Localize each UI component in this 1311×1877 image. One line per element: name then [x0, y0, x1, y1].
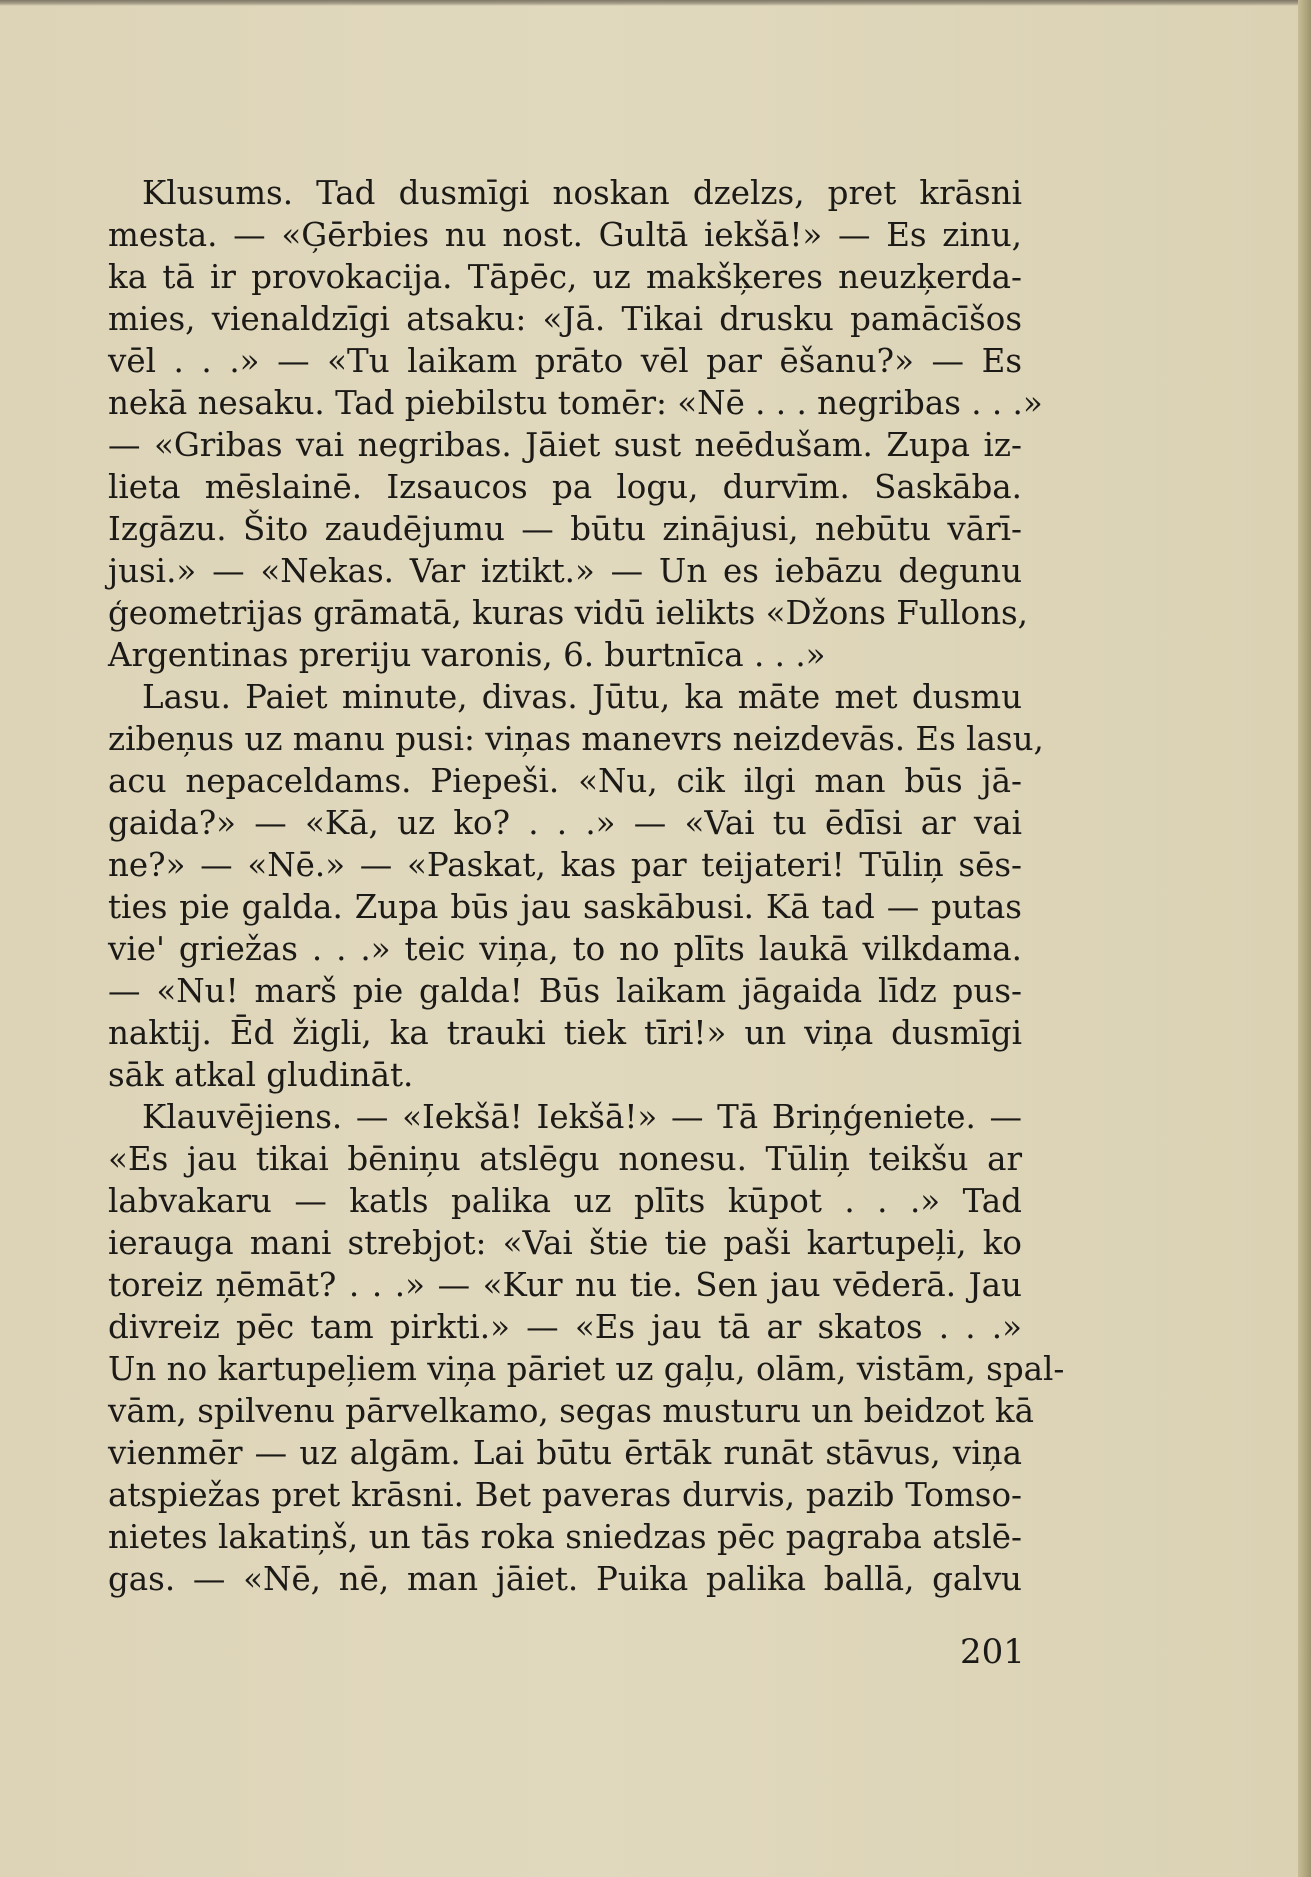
text-line: Lasu. Paiet minute, divas. Jūtu, ka māte met dusmu: [142, 678, 1022, 716]
text-line: vām, spilvenu pārvelkamo, segas musturu un beidzot kā: [108, 1392, 1034, 1430]
text-line: Argentinas preriju varonis, 6. burtnīca . . .»: [108, 636, 826, 674]
text-line: Un no kartupeļiem viņa pāriet uz gaļu, olām, vistām, spal-: [108, 1350, 1065, 1388]
page-top-edge: [0, 0, 1311, 6]
text-line: mesta. — «Ģērbies nu nost. Gultā iekšā!» — Es zinu,: [108, 216, 1022, 254]
text-line: divreiz pēc tam pirkti.» — «Es jau tā ar skatos . . .»: [108, 1308, 1022, 1346]
text-line: acu nepaceldams. Piepeši. «Nu, cik ilgi man būs jā-: [108, 762, 1022, 800]
text-line: Klusums. Tad dusmīgi noskan dzelzs, pret krāsni: [142, 174, 1022, 212]
text-line: Klauvējiens. — «Iekšā! Iekšā!» — Tā Briņģeniete. —: [142, 1098, 1022, 1136]
text-line: ierauga mani strebjot: «Vai štie tie paši kartupeļi, ko: [108, 1224, 1022, 1262]
text-line: ties pie galda. Zupa būs jau saskābusi. Kā tad — putas: [108, 888, 1022, 926]
book-spine-edge: [1298, 0, 1311, 1877]
text-line: naktij. Ēd žigli, ka trauki tiek tīri!» un viņa dusmīgi: [108, 1014, 1022, 1052]
text-line: jusi.» — «Nekas. Var iztikt.» — Un es iebāzu degunu: [108, 552, 1022, 590]
text-line: nietes lakatiņš, un tās roka sniedzas pēc pagraba atslē-: [108, 1518, 1022, 1556]
text-line: vienmēr — uz algām. Lai būtu ērtāk runāt stāvus, viņa: [108, 1434, 1022, 1472]
text-line: lieta mēslainē. Izsaucos pa logu, durvīm. Saskāba.: [108, 468, 1022, 506]
text-line: «Es jau tikai bēniņu atslēgu nonesu. Tūliņ teikšu ar: [108, 1140, 1022, 1178]
page-number: 201: [960, 1632, 1025, 1672]
text-line: ne?» — «Nē.» — «Paskat, kas par teijateri! Tūliņ sēs-: [108, 846, 1022, 884]
text-line: ģeometrijas grāmatā, kuras vidū ielikts «Džons Fullons,: [108, 594, 1029, 632]
text-line: zibeņus uz manu pusi: viņas manevrs neizdevās. Es lasu,: [108, 720, 1044, 758]
text-line: mies, vienaldzīgi atsaku: «Jā. Tikai drusku pamācīšos: [108, 300, 1022, 338]
text-line: Izgāzu. Šito zaudējumu — būtu zinājusi, nebūtu vārī-: [108, 510, 1022, 548]
text-line: — «Nu! marš pie galda! Būs laikam jāgaida līdz pus-: [108, 972, 1022, 1010]
text-line: toreiz ņēmāt? . . .» — «Kur nu tie. Sen jau vēderā. Jau: [108, 1266, 1022, 1304]
text-line: sāk atkal gludināt.: [108, 1056, 414, 1094]
text-line: gaida?» — «Kā, uz ko? . . .» — «Vai tu ēdīsi ar vai: [108, 804, 1022, 842]
text-line: labvakaru — katls palika uz plīts kūpot . . .» Tad: [108, 1182, 1022, 1220]
text-line: vie' griežas . . .» teic viņa, to no plīts laukā vilkdama.: [108, 930, 1022, 968]
text-line: nekā nesaku. Tad piebilstu tomēr: «Nē . . . negribas . . .»: [108, 384, 1043, 422]
text-line: ka tā ir provokacija. Tāpēc, uz makšķeres neuzķerda-: [108, 258, 1022, 296]
text-line: — «Gribas vai negribas. Jāiet sust neēdušam. Zupa iz-: [108, 426, 1022, 464]
text-line: vēl . . .» — «Tu laikam prāto vēl par ēšanu?» — Es: [108, 342, 1022, 380]
text-line: atspiežas pret krāsni. Bet paveras durvis, pazib Tomso-: [108, 1476, 1022, 1514]
text-line: gas. — «Nē, nē, man jāiet. Puika palika ballā, galvu: [108, 1560, 1022, 1598]
